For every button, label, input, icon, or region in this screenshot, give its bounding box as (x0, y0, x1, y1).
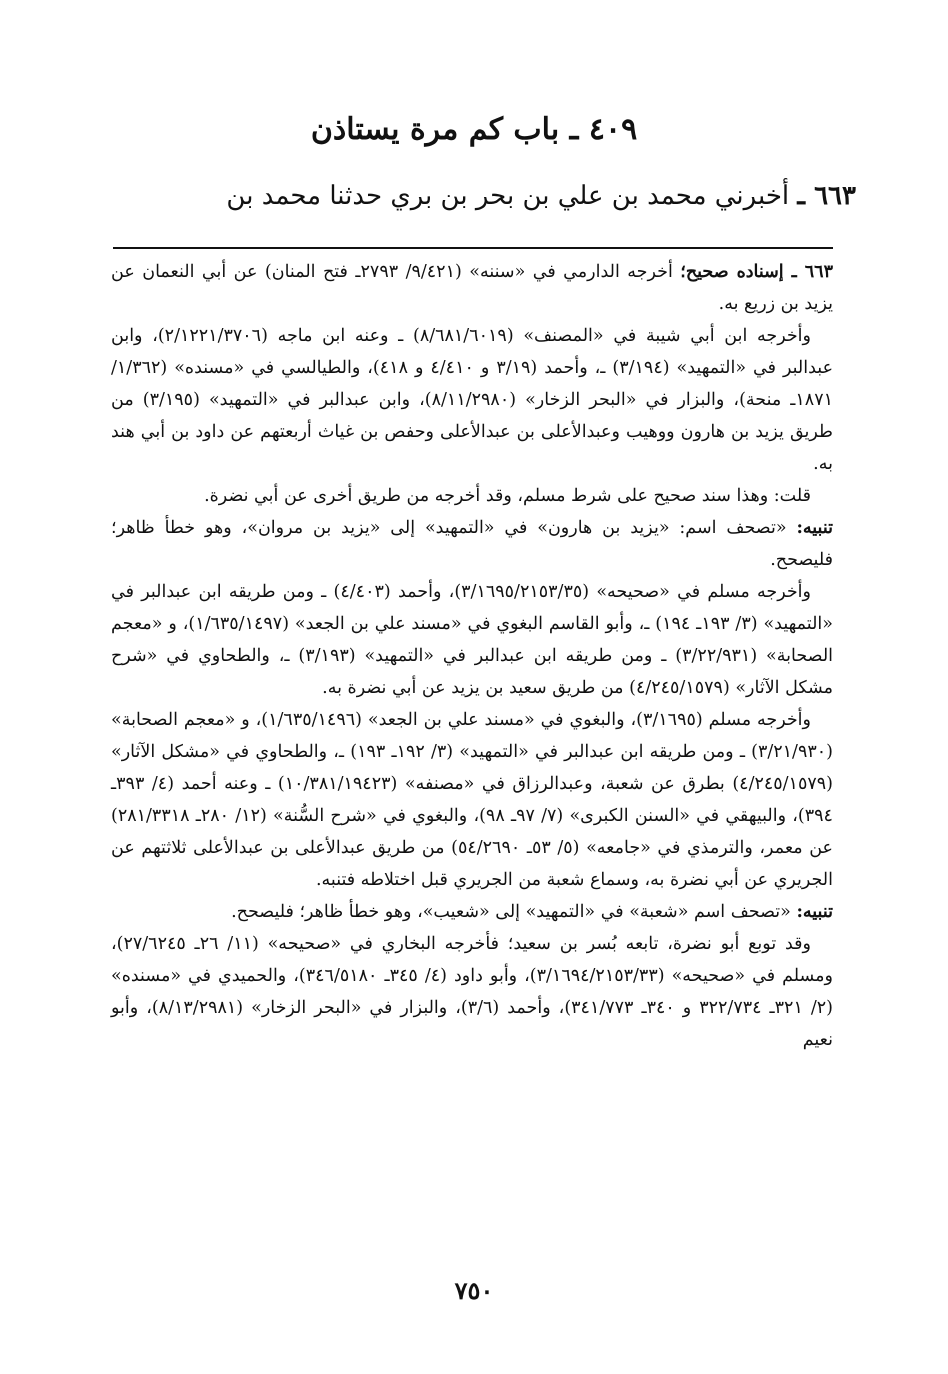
hadith-text: أخبرني محمد بن علي بن بحر بن بري حدثنا محمد بن (226, 181, 790, 211)
footnote-text: أخرجه الدارمي في «سننه» (٩/٤٢١/ ٢٧٩٣ـ فتح المنان) عن أبي النعمان عن يزيد بن زريع به. (111, 262, 833, 314)
footnote-separator (113, 247, 833, 249)
notice-label: تنبيه: (796, 902, 833, 922)
footnote-paragraph: وأخرجه مسلم (٣/١٦٩٥)، والبغوي في «مسند علي بن الجعد» (١/٦٣٥/١٤٩٦)، و «معجم الصحابة» (٣/٢١/٩٣٠) ـ ومن طريقه ابن عبدالبر في «التمهيد» (٣/ ١٩٢ـ ١٩٣) ـ، والطحاوي في «مشكل الآثار» (٤/٢٤٥/١٥٧٩) بطرق عن شعبة، وعبدالرزاق في «مصنفه» (١٠/٣٨١/١٩٤٢٣) ـ وعنه أحمد (٤/ ٣٩٣ـ ٣٩٤)، والبيهقي في «السنن الكبرى» (٧/ ٩٧ـ ٩٨)، والبغوي في «شرح السُّنة» (١٢/ ٢٨٠ـ ٢٨١/٣٣١٨) عن معمر، والترمذي في «جامعه» (٥/ ٥٣ـ ٥٤/٢٦٩٠) من طريق عبدالأعلى بن عبدالأعلى ثلاثتهم عن الجريري عن أبي نضرة به، وسماع شعبة من الجريري قبل اختلاطه فتنبه. (111, 710, 833, 890)
notice-text: «تصحف اسم: «يزيد بن هارون» في «التمهيد» إلى «يزيد بن مروان»، وهو خطأ ظاهر؛ فليصحح. (111, 518, 833, 570)
footnote-paragraph (111, 512, 833, 576)
hadith-number: ٦٦٣ ـ (797, 181, 856, 211)
footnote-paragraph: وأخرجه مسلم في «صحيحه» (٣/١٦٩٥/٢١٥٣/٣٥)، وأحمد (٤/٤٠٣) ـ ومن طريقه ابن عبدالبر في «التمهيد» (٣/ ١٩٣ـ ١٩٤) ـ، وأبو القاسم البغوي في «مسند علي بن الجعد» (١/٦٣٥/١٤٩٧)، و «معجم الصحابة» (٣/٢٢/٩٣١) ـ ومن طريقه ابن عبدالبر في «التمهيد» (٣/١٩٣) ـ، والطحاوي في «شرح مشكل الآثار» (٤/٢٤٥/١٥٧٩) من طريق سعيد بن يزيد عن أبي نضرة به. (111, 582, 834, 698)
footnote-paragraph: قلت: وهذا سند صحيح على شرط مسلم، وقد أخرجه من طريق أخرى عن أبي نضرة. (204, 486, 811, 506)
chapter-title: ٤٠٩ ـ باب كم مرة يستاذن (310, 112, 638, 147)
hadith-text-line (66, 172, 856, 220)
notice-label: تنبيه: (796, 518, 833, 538)
footnote-paragraph: وقد توبع أبو نضرة، تابعه بُسر بن سعيد؛ فأخرجه البخاري في «صحيحه» (١١/ ٢٦ـ ٢٧/٦٢٤٥)، ومسلم في «صحيحه» (٣/١٦٩٤/٢١٥٣/٣٣)، وأبو داود (٤/ ٣٤٥ـ ٣٤٦/٥١٨٠)، والحميدي في «مسنده» (٢/ ٣٢١ـ ٣٢٢/٧٣٤ و ٣٤٠ـ ٣٤١/٧٧٣)، وأحمد (٣/٦)، والبزار في «البحر الزخار» (٨/١٣/٢٩٨١)، وأبو نعيم (111, 934, 833, 1050)
footnote-paragraph (111, 896, 833, 928)
footnote-paragraph: وأخرجه ابن أبي شيبة في «المصنف» (٨/٦٨١/٦٠١٩) ـ وعنه ابن ماجه (٢/١٢٢١/٣٧٠٦)، وابن عبدالبر في «التمهيد» (٣/١٩٤) ـ، وأحمد (٣/١٩ و ٤/٤١٠ و ٤١٨)، والطيالسي في «مسنده» (١/٣٦٢/ ١٨٧١ـ منحة)، والبزار في «البحر الزخار» (٨/١١/٢٩٨٠)، وابن عبدالبر في «التمهيد» (٣/١٩٥) من طريق يزيد بن هارون ووهيب وعبدالأعلى بن عبدالأعلى وحفص بن غياث أربعتهم عن داود بن أبي هند به. (111, 326, 834, 474)
footnote-label: ٦٦٣ ـ إسناده صحيح؛ (680, 262, 833, 282)
footnote-paragraph (111, 256, 833, 320)
footnotes-section (111, 256, 833, 1056)
page-number: ٧٥٠ (454, 1276, 494, 1305)
notice-text: «تصحف اسم «شعبة» في «التمهيد» إلى «شعيب»، وهو خطأ ظاهر؛ فليصحح. (231, 902, 797, 922)
